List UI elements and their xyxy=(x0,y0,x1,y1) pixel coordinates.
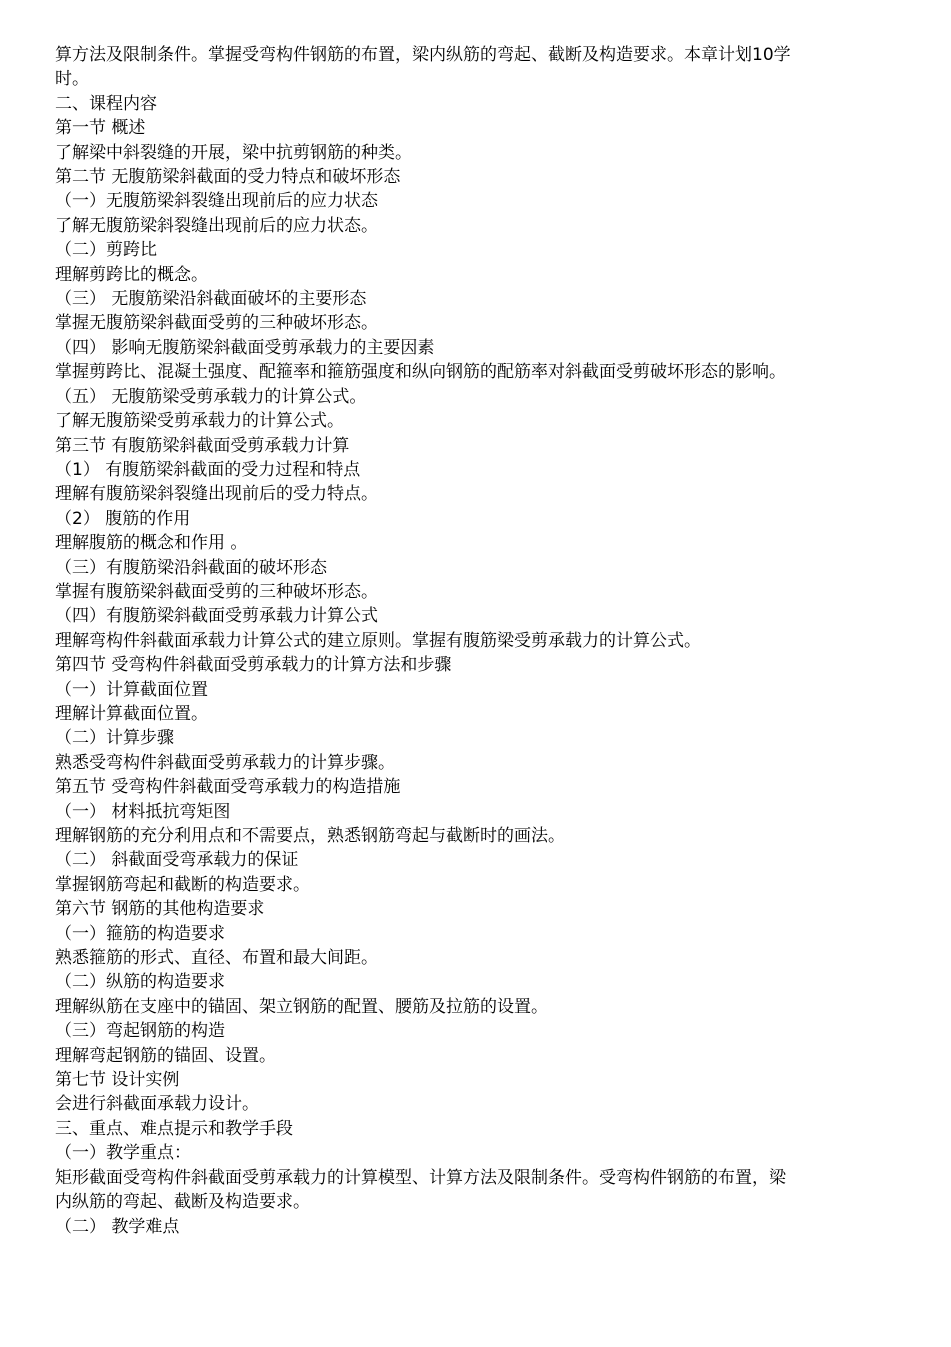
subsection-heading: （一） 材料抵抗弯矩图 xyxy=(55,801,231,822)
subsection-heading: （一）箍筋的构造要求 xyxy=(55,923,225,944)
text-line: 熟悉受弯构件斜截面受剪承载力的计算步骤。 xyxy=(55,752,395,773)
subsection-heading: （一）计算截面位置 xyxy=(55,679,208,700)
text-line: 掌握钢筋弯起和截断的构造要求。 xyxy=(55,874,310,895)
text-line: 理解腹筋的概念和作用 。 xyxy=(55,533,248,554)
chapter-heading: 第二节 无腹筋梁斜截面的受力特点和破坏形态 xyxy=(55,167,401,188)
subsection-heading: （二） 教学难点 xyxy=(55,1216,180,1237)
text-line: 算方法及限制条件。掌握受弯构件钢筋的布置，梁内纵筋的弯起、截断及构造要求。本章计划10学 xyxy=(55,45,791,65)
text-line: 理解有腹筋梁斜裂缝出现前后的受力特点。 xyxy=(55,484,378,505)
text-line: 熟悉箍筋的形式、直径、布置和最大间距。 xyxy=(55,948,378,969)
text-line: 理解钢筋的充分利用点和不需要点，熟悉钢筋弯起与截断时的画法。 xyxy=(55,826,565,846)
chapter-heading: 第四节 受弯构件斜截面受剪承载力的计算方法和步骤 xyxy=(55,655,452,676)
text-line: 内纵筋的弯起、截断及构造要求。 xyxy=(55,1192,310,1213)
text-line: 了解无腹筋梁受剪承载力的计算公式。 xyxy=(55,411,344,432)
subsection-heading: （二）纵筋的构造要求 xyxy=(55,972,225,993)
text-line: 掌握无腹筋梁斜截面受剪的三种破坏形态。 xyxy=(55,313,378,334)
subsection-heading: （二） 斜截面受弯承载力的保证 xyxy=(55,850,299,871)
chapter-heading: 第六节 钢筋的其他构造要求 xyxy=(55,899,265,920)
text-line: 时。 xyxy=(55,69,89,90)
text-line: 了解梁中斜裂缝的开展，梁中抗剪钢筋的种类。 xyxy=(55,142,412,163)
text-line: 掌握剪跨比、混凝土强度、配箍率和箍筋强度和纵向钢筋的配筋率对斜截面受剪破坏形态的影响。 xyxy=(55,362,786,383)
subsection-heading: （四） 影响无腹筋梁斜截面受剪承载力的主要因素 xyxy=(55,337,435,358)
text-line: 理解剪跨比的概念。 xyxy=(55,264,208,285)
subsection-heading: （1） 有腹筋梁斜截面的受力过程和特点 xyxy=(55,459,361,480)
chapter-heading: 第三节 有腹筋梁斜截面受剪承载力计算 xyxy=(55,435,350,456)
subsection-heading: （2） 腹筋的作用 xyxy=(55,508,191,529)
subsection-heading: （二）剪跨比 xyxy=(55,240,157,261)
chapter-heading: 第一节 概述 xyxy=(55,118,146,139)
text-line: 理解弯构件斜截面承载力计算公式的建立原则。掌握有腹筋梁受剪承载力的计算公式。 xyxy=(55,630,701,651)
subsection-heading: （三）弯起钢筋的构造 xyxy=(55,1021,225,1042)
section-heading: 二、课程内容 xyxy=(55,93,157,114)
section-heading: 三、重点、难点提示和教学手段 xyxy=(55,1118,293,1139)
text-line: 矩形截面受弯构件斜截面受剪承载力的计算模型、计算方法及限制条件。受弯构件钢筋的布置，梁 xyxy=(55,1167,786,1188)
subsection-heading: （二）计算步骤 xyxy=(55,728,174,749)
text-line: 会进行斜截面承载力设计。 xyxy=(55,1094,259,1115)
subsection-heading: （一）教学重点： xyxy=(55,1143,191,1164)
text-line: 理解计算截面位置。 xyxy=(55,703,208,724)
chapter-heading: 第五节 受弯构件斜截面受弯承载力的构造措施 xyxy=(55,777,401,798)
text-line: 理解纵筋在支座中的锚固、架立钢筋的配置、腰筋及拉筋的设置。 xyxy=(55,996,548,1017)
text-line: 理解弯起钢筋的锚固、设置。 xyxy=(55,1045,276,1066)
subsection-heading: （三） 无腹筋梁沿斜截面破坏的主要形态 xyxy=(55,289,367,310)
subsection-heading: （三）有腹筋梁沿斜截面的破坏形态 xyxy=(55,557,327,578)
text-line: 了解无腹筋梁斜裂缝出现前后的应力状态。 xyxy=(55,215,378,236)
subsection-heading: （一）无腹筋梁斜裂缝出现前后的应力状态 xyxy=(55,191,378,212)
document-page xyxy=(55,43,915,1239)
chapter-heading: 第七节 设计实例 xyxy=(55,1070,180,1091)
text-line: 掌握有腹筋梁斜截面受剪的三种破坏形态。 xyxy=(55,581,378,602)
subsection-heading: （五） 无腹筋梁受剪承载力的计算公式。 xyxy=(55,386,367,407)
subsection-heading: （四）有腹筋梁斜截面受剪承载力计算公式 xyxy=(55,606,378,627)
